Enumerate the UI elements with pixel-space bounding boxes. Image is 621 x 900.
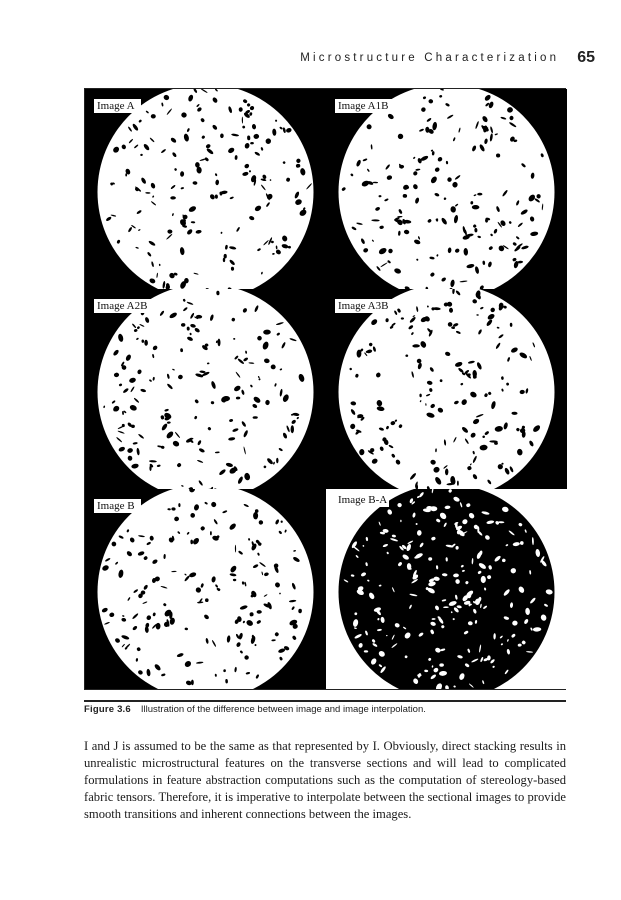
panel-image-a3b xyxy=(326,289,567,489)
panel-image-a1b xyxy=(326,89,567,289)
running-title: Microstructure Characterization xyxy=(300,52,560,64)
figure-caption xyxy=(84,704,566,715)
microstructure-image xyxy=(326,489,567,689)
microstructure-image xyxy=(85,89,326,289)
microstructure-image xyxy=(85,489,326,689)
page-number: 65 xyxy=(577,49,595,66)
panel-label: Image A xyxy=(94,99,141,113)
running-head xyxy=(300,48,595,68)
microstructure-image xyxy=(85,289,326,489)
microstructure-image xyxy=(326,89,567,289)
panel-image-a2b xyxy=(85,289,326,489)
panel-image-a xyxy=(85,89,326,289)
body-paragraph: I and J is assumed to be the same as that represented by I. Obviously, direct stacking results in unrealistic microstructural features on the transverse sections and will lead to complicated formulations in feature abstraction computations such as the computation of stereology-based fabric tensors. Therefore, it is imperative to interpolate between the sectional images to provide smooth transitions and inherent connections between the images. xyxy=(84,739,566,821)
caption-text: Illustration of the difference between image and image interpolation. xyxy=(140,704,426,715)
caption-rule xyxy=(84,700,566,702)
panel-label: Image A1B xyxy=(335,99,394,113)
panel-label: Image A2B xyxy=(94,299,153,313)
panel-image-b xyxy=(85,489,326,689)
microstructure-image xyxy=(326,289,567,489)
figure-grid xyxy=(84,88,566,690)
panel-label: Image B xyxy=(94,499,141,513)
panel-image-b-a xyxy=(326,489,567,689)
caption-label: Figure 3.6 xyxy=(84,704,131,715)
panel-label: Image A3B xyxy=(335,299,394,313)
panel-label: Image B-A xyxy=(338,494,388,506)
